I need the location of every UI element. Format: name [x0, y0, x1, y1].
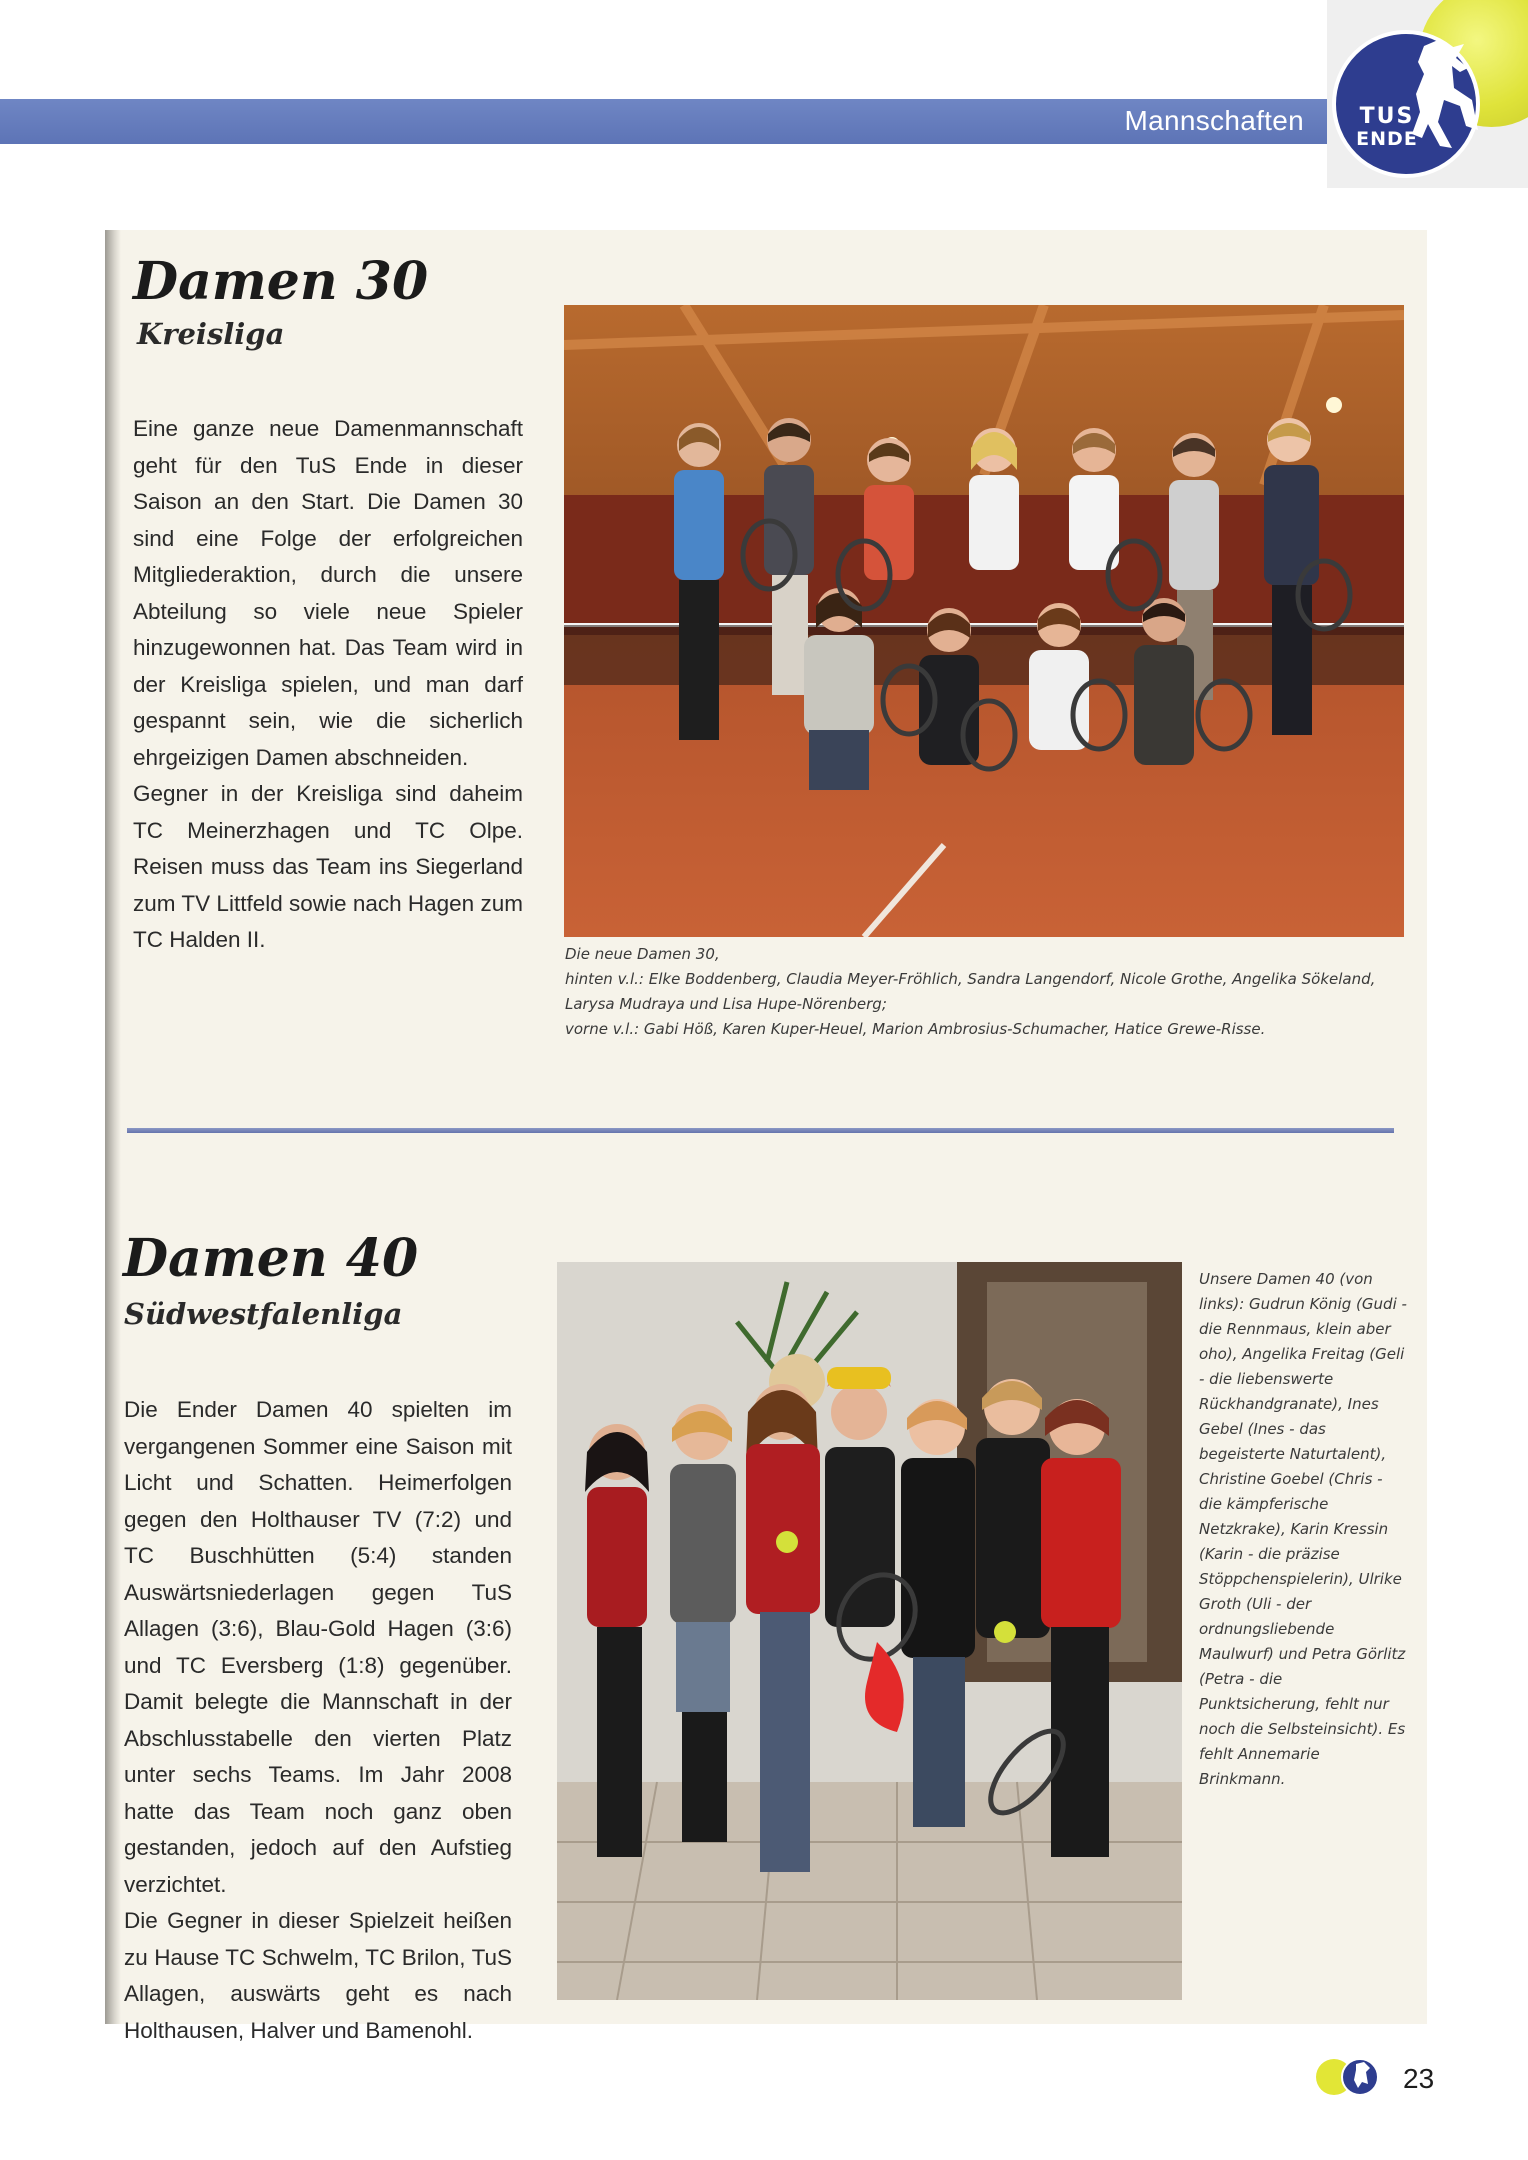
club-badge: [1332, 30, 1480, 178]
damen30-paragraph: Eine ganze neue Damenmannschaft geht für den TuS Ende in dieser Saison an den Start. Die Damen 30 sind eine Folge der erfolgreichen Mitgliederaktion, durch die unsere Abteilung so viele neue Spieler hinzugewonnen hat. Das Team wird in der Kreisliga spielen, und man darf gespannt sein, wie die sicherlich ehrgeizigen Damen abschneiden.: [133, 416, 523, 770]
damen40-photo-caption: Unsere Damen 40 (von links): Gudrun König (Gudi - die Rennmaus, klein aber oho), Angelika Freitag (Geli - die liebenswerte Rückhandgranate), Ines Gebel (Ines - das begeisterte Naturtalent), Christine Goebel (Chris - die kämpferische Netzkrake), Karin Kressin (Karin - die präzise Stöppchenspielerin), Ulrike Groth (Uli - der ordnungsliebende Maulwurf) und Petra Görlitz (Petra - die Punktsicherung, fehlt nur noch die Selbsteinsicht). Es fehlt Annemarie Brinkmann.: [1199, 1270, 1407, 1788]
damen40-league: Südwestfalenliga: [124, 1297, 403, 1331]
damen30-paragraph: Gegner in der Kreisliga sind daheim TC Meinerzhagen und TC Olpe. Reisen muss das Team ins Siegerland zum TV Littfeld sowie nach Hagen zum TC Halden II.: [133, 781, 523, 952]
caption-line: vorne v.l.: Gabi Höß, Karen Kuper-Heuel, Marion Ambrosius-Schumacher, Hatice Grewe-Risse.: [565, 1020, 1266, 1038]
damen40-paragraph: Die Gegner in dieser Spielzeit heißen zu Hause TC Schwelm, TC Brilon, TuS Allagen, auswärts geht es nach Holthausen, Halver und Bamenohl.: [124, 1908, 512, 2043]
page-edge-shadow: [105, 230, 121, 2024]
damen30-photo-caption: [565, 942, 1400, 1042]
caption-line: Die neue Damen 30,: [565, 945, 720, 963]
caption-line: hinten v.l.: Elke Boddenberg, Claudia Meyer-Fröhlich, Sandra Langendorf, Nicole Grothe, Angelika Sökeland, Larysa Mudraya und Lisa Hupe-Nörenberg;: [565, 970, 1376, 1013]
damen40-paragraph: Die Ender Damen 40 spielten im vergangenen Sommer eine Saison mit Licht und Schatten. Heimerfolgen gegen den Holthauser TV (7:2) und TC Buschhütten (5:4) standen Auswärtsniederlagen gegen TuS Allagen (3:6), Blau-Gold Hagen (3:6) und TC Eversberg (1:8) gegenüber. Damit belegte die Mannschaft in der Abschlusstabelle den vierten Platz unter sechs Teams. Im Jahr 2008 hatte das Team noch ganz oben gestanden, jedoch auf den Aufstieg verzichtet.: [124, 1397, 512, 1897]
damen30-article: [133, 411, 523, 959]
section-title: Mannschaften: [1124, 105, 1304, 136]
damen40-team-photo: [557, 1262, 1182, 2000]
damen40-article: [124, 1392, 512, 2049]
header-bar: [0, 99, 1340, 144]
section-divider: [127, 1128, 1394, 1133]
damen30-league: Kreisliga: [137, 317, 285, 351]
damen40-title: Damen 40: [123, 1228, 419, 1289]
logo-text-tus: TUS: [1359, 104, 1415, 129]
page-number: 23: [1403, 2063, 1435, 2094]
damen30-title: Damen 30: [133, 251, 429, 312]
damen30-team-photo: [564, 305, 1404, 937]
logo-text-ende: ENDE: [1356, 128, 1418, 150]
club-logo: [1327, 0, 1528, 188]
footer-logo-icon: [1312, 2056, 1390, 2098]
